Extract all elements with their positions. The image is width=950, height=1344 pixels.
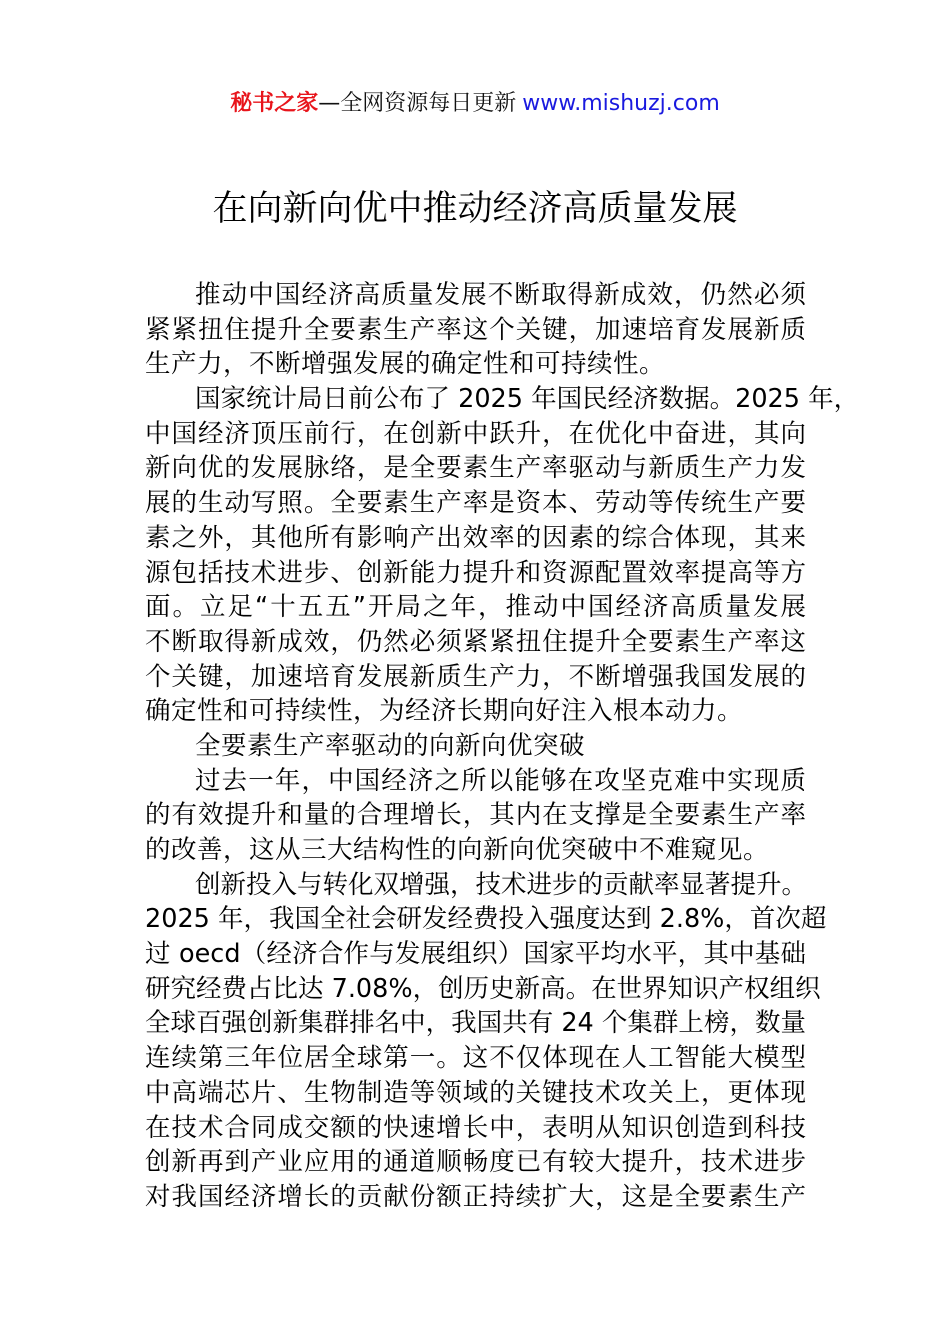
site-header [0,88,950,120]
text-line: 过去一年，中国经济之所以能够在攻坚克难中实现质 [195,765,806,796]
text-line: 在技术合同成交额的快速增长中，表明从知识创造到科技 [145,1112,806,1143]
document-body [145,278,860,1215]
text-line: 推动中国经济高质量发展不断取得新成效，仍然必须 [195,280,806,310]
text-line: 紧紧扭住提升全要素生产率这个关键，加速培育发展新质 [145,314,806,345]
text-line: 过 oecd（经济合作与发展组织）国家平均水平，其中基础 [145,939,806,970]
text-line: 源包括技术进步、创新能力提升和资源配置效率提高等方 [145,557,806,588]
text-line: 展的生动写照。全要素生产率是资本、劳动等传统生产要 [145,488,806,519]
section-heading: 全要素生产率驱动的向新向优突破 [195,730,586,761]
text-line: 创新投入与转化双增强，技术进步的贡献率显著提升。 [195,869,808,900]
text-line: 个关键，加速培育发展新质生产力，不断增强我国发展的 [145,661,806,692]
text-line: 素之外，其他所有影响产出效率的因素的综合体现，其来 [145,522,806,553]
paragraph [145,868,827,1215]
text-line: 国家统计局日前公布了 2025 年国民经济数据。2025 年， [195,384,860,415]
text-line: 生产力，不断增强发展的确定性和可持续性。 [145,349,666,380]
text-line: 全球百强创新集群排名中，我国共有 24 个集群上榜，数量 [145,1008,806,1039]
text-line: 面。立足“十五五”开局之年，推动中国经济高质量发展 [145,592,806,623]
paragraph [145,764,806,868]
paragraph [145,729,806,764]
document-title: 在向新向优中推动经济高质量发展 [212,189,738,229]
text-line: 中国经济顶压前行，在创新中跃升，在优化中奋进，其向 [145,418,806,449]
text-line: 不断取得新成效，仍然必须紧紧扭住提升全要素生产率这 [145,626,806,657]
text-line: 2025 年，我国全社会研发经费投入强度达到 2.8%，首次超 [145,904,827,935]
text-line: 对我国经济增长的贡献份额正持续扩大，这是全要素生产 [145,1181,806,1212]
site-brand: 秘书之家 [230,91,319,116]
text-line: 确定性和可持续性，为经济长期向好注入根本动力。 [145,696,744,727]
paragraph [145,382,860,729]
site-url-link[interactable]: www.mishuzj.com [522,91,720,116]
text-line: 连续第三年位居全球第一。这不仅体现在人工智能大模型 [145,1043,806,1074]
text-line: 研究经费占比达 7.08%，创历史新高。在世界知识产权组织 [145,973,821,1004]
text-line: 的有效提升和量的合理增长，其内在支撑是全要素生产率 [145,800,806,831]
text-line: 新向优的发展脉络，是全要素生产率驱动与新质生产力发 [145,453,806,484]
site-tagline: —全网资源每日更新 [318,91,517,116]
text-line: 创新再到产业应用的通道顺畅度已有较大提升，技术进步 [145,1147,806,1178]
text-line: 的改善，这从三大结构性的向新向优突破中不难窥见。 [145,835,770,865]
paragraph [145,278,806,382]
text-line: 中高端芯片、生物制造等领域的关键技术攻关上，更体现 [145,1077,806,1108]
